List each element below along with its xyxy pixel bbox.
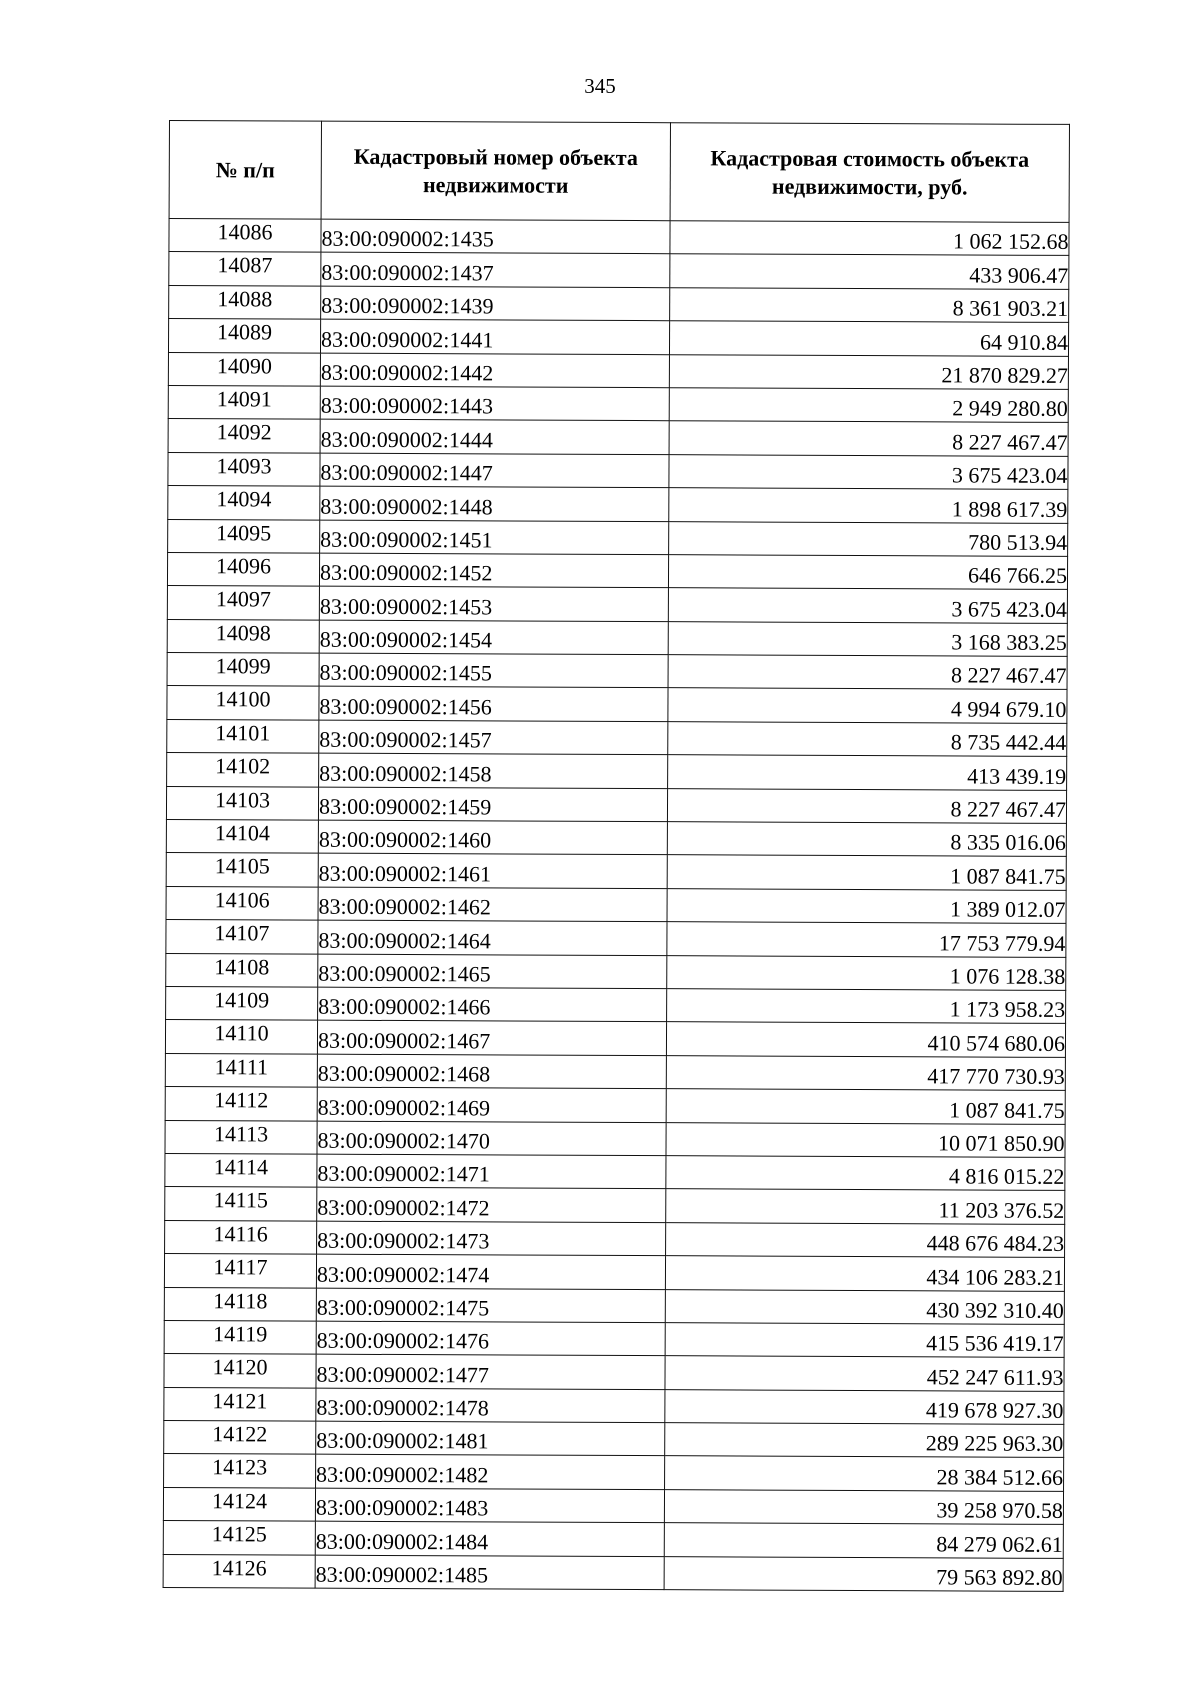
table-row bbox=[167, 586, 1067, 623]
table-row bbox=[167, 719, 1067, 756]
cadastral-number-cell: 83:00:090002:1484 bbox=[315, 1521, 664, 1556]
cadastral-number-cell: 83:00:090002:1476 bbox=[316, 1321, 665, 1356]
table-row bbox=[164, 1454, 1064, 1491]
cadastral-number-cell: 83:00:090002:1465 bbox=[318, 954, 667, 989]
cadastral-value-cell: 39 258 970.58 bbox=[664, 1490, 1063, 1525]
cadastral-value-cell: 646 766.25 bbox=[668, 555, 1067, 590]
cadastral-value-cell: 419 678 927.30 bbox=[665, 1389, 1064, 1424]
cadastral-number-cell: 83:00:090002:1455 bbox=[319, 653, 668, 688]
row-number-cell: 14091 bbox=[168, 385, 320, 419]
table-row bbox=[166, 986, 1066, 1023]
cadastral-number-cell: 83:00:090002:1478 bbox=[316, 1388, 665, 1423]
row-number-cell: 14108 bbox=[166, 953, 318, 987]
table-row bbox=[165, 1120, 1065, 1157]
cadastral-number-cell: 83:00:090002:1447 bbox=[320, 453, 669, 488]
table-row bbox=[167, 552, 1067, 589]
row-number-cell: 14111 bbox=[165, 1053, 317, 1087]
table-row bbox=[164, 1320, 1064, 1357]
table-row bbox=[169, 252, 1069, 289]
cadastral-number-cell: 83:00:090002:1481 bbox=[316, 1421, 665, 1456]
cadastral-value-table bbox=[163, 120, 1070, 1592]
cadastral-number-cell: 83:00:090002:1435 bbox=[321, 219, 670, 254]
cadastral-value-cell: 8 361 903.21 bbox=[670, 287, 1069, 322]
cadastral-number-cell: 83:00:090002:1477 bbox=[316, 1354, 665, 1389]
row-number-cell: 14089 bbox=[168, 319, 320, 353]
table-row bbox=[165, 1087, 1065, 1124]
table-row bbox=[169, 285, 1069, 322]
row-number-cell: 14124 bbox=[163, 1487, 315, 1521]
header-cadastral-number-line-1: Кадастровый номер объекта bbox=[353, 143, 638, 170]
row-number-cell: 14119 bbox=[164, 1320, 316, 1354]
cadastral-number-cell: 83:00:090002:1468 bbox=[317, 1054, 666, 1089]
cadastral-number-cell: 83:00:090002:1461 bbox=[318, 854, 667, 889]
cadastral-value-cell: 8 335 016.06 bbox=[667, 822, 1066, 857]
row-number-cell: 14117 bbox=[164, 1254, 316, 1288]
row-number-cell: 14094 bbox=[168, 486, 320, 520]
cadastral-value-cell: 434 106 283.21 bbox=[665, 1256, 1064, 1291]
cadastral-value-cell: 21 870 829.27 bbox=[669, 354, 1068, 389]
cadastral-number-cell: 83:00:090002:1469 bbox=[317, 1087, 666, 1122]
header-cadastral-number-line-2: недвижимости bbox=[422, 171, 569, 198]
cadastral-number-cell: 83:00:090002:1485 bbox=[315, 1555, 664, 1590]
row-number-cell: 14110 bbox=[165, 1020, 317, 1054]
cadastral-number-cell: 83:00:090002:1464 bbox=[318, 920, 667, 955]
table-row bbox=[167, 653, 1067, 690]
row-number-cell: 14123 bbox=[164, 1454, 316, 1488]
cadastral-number-cell: 83:00:090002:1472 bbox=[317, 1187, 666, 1222]
header-cadastral-value bbox=[670, 123, 1069, 223]
table-row bbox=[168, 385, 1068, 422]
cadastral-number-cell: 83:00:090002:1442 bbox=[320, 353, 669, 388]
cadastral-value-cell: 8 227 467.47 bbox=[668, 655, 1067, 690]
table-row bbox=[164, 1421, 1064, 1458]
cadastral-value-cell: 452 247 611.93 bbox=[665, 1356, 1064, 1391]
cadastral-value-cell: 64 910.84 bbox=[669, 321, 1068, 356]
table-row bbox=[166, 886, 1066, 923]
cadastral-value-cell: 415 536 419.17 bbox=[665, 1323, 1064, 1358]
table-row bbox=[165, 1187, 1065, 1224]
row-number-cell: 14125 bbox=[163, 1521, 315, 1555]
cadastral-value-cell: 433 906.47 bbox=[670, 254, 1069, 289]
cadastral-number-cell: 83:00:090002:1475 bbox=[316, 1288, 665, 1323]
header-cadastral-value-line-2: недвижимости, руб. bbox=[771, 173, 968, 199]
cadastral-value-cell: 289 225 963.30 bbox=[665, 1423, 1064, 1458]
cadastral-number-cell: 83:00:090002:1439 bbox=[321, 286, 670, 321]
cadastral-value-cell: 28 384 512.66 bbox=[665, 1456, 1064, 1491]
row-number-cell: 14090 bbox=[168, 352, 320, 386]
cadastral-number-cell: 83:00:090002:1458 bbox=[319, 753, 668, 788]
row-number-cell: 14115 bbox=[165, 1187, 317, 1221]
cadastral-number-cell: 83:00:090002:1460 bbox=[318, 820, 667, 855]
table-row bbox=[165, 1053, 1065, 1090]
cadastral-number-cell: 83:00:090002:1452 bbox=[319, 553, 668, 588]
header-row-number bbox=[169, 121, 321, 220]
row-number-cell: 14097 bbox=[167, 586, 319, 620]
cadastral-value-cell: 3 675 423.04 bbox=[669, 454, 1068, 489]
cadastral-number-cell: 83:00:090002:1466 bbox=[318, 987, 667, 1022]
cadastral-value-cell: 1 087 841.75 bbox=[666, 1089, 1065, 1124]
table-row bbox=[165, 1020, 1065, 1057]
cadastral-value-cell: 79 563 892.80 bbox=[664, 1556, 1063, 1591]
table-row bbox=[168, 452, 1068, 489]
table-body bbox=[163, 219, 1069, 1592]
row-number-cell: 14116 bbox=[165, 1220, 317, 1254]
header-cadastral-value-line-1: Кадастровая стоимость объекта bbox=[710, 144, 1030, 172]
row-number-cell: 14096 bbox=[167, 552, 319, 586]
row-number-cell: 14114 bbox=[165, 1153, 317, 1187]
cadastral-number-cell: 83:00:090002:1444 bbox=[320, 420, 669, 455]
row-number-cell: 14104 bbox=[166, 820, 318, 854]
table-row bbox=[166, 953, 1066, 990]
table-row bbox=[168, 486, 1068, 523]
table-row bbox=[168, 352, 1068, 389]
cadastral-value-cell: 1 173 958.23 bbox=[667, 989, 1066, 1024]
cadastral-value-cell: 10 071 850.90 bbox=[666, 1122, 1065, 1157]
cadastral-value-cell: 1 062 152.68 bbox=[670, 221, 1069, 256]
row-number-cell: 14093 bbox=[168, 452, 320, 486]
row-number-cell: 14098 bbox=[167, 619, 319, 653]
row-number-cell: 14105 bbox=[166, 853, 318, 887]
cadastral-value-cell: 4 994 679.10 bbox=[668, 688, 1067, 723]
cadastral-value-cell: 8 735 442.44 bbox=[668, 722, 1067, 757]
cadastral-number-cell: 83:00:090002:1482 bbox=[316, 1455, 665, 1490]
table-row bbox=[166, 786, 1066, 823]
table-row bbox=[166, 820, 1066, 857]
table-row bbox=[165, 1220, 1065, 1257]
row-number-cell: 14088 bbox=[169, 285, 321, 319]
table-header-row bbox=[169, 121, 1069, 223]
cadastral-value-cell: 410 574 680.06 bbox=[666, 1022, 1065, 1057]
row-number-cell: 14087 bbox=[169, 252, 321, 286]
row-number-cell: 14101 bbox=[167, 719, 319, 753]
row-number-cell: 14107 bbox=[166, 920, 318, 954]
cadastral-value-cell: 1 076 128.38 bbox=[667, 955, 1066, 990]
header-cadastral-number bbox=[321, 121, 670, 221]
row-number-cell: 14092 bbox=[168, 419, 320, 453]
table-row bbox=[163, 1487, 1063, 1524]
cadastral-value-cell: 413 439.19 bbox=[668, 755, 1067, 790]
table-row bbox=[168, 519, 1068, 556]
table-row bbox=[167, 686, 1067, 723]
cadastral-value-cell: 417 770 730.93 bbox=[666, 1055, 1065, 1090]
cadastral-value-cell: 17 753 779.94 bbox=[667, 922, 1066, 957]
cadastral-number-cell: 83:00:090002:1443 bbox=[320, 386, 669, 421]
cadastral-value-cell: 3 675 423.04 bbox=[668, 588, 1067, 623]
cadastral-value-cell: 84 279 062.61 bbox=[664, 1523, 1063, 1558]
row-number-cell: 14102 bbox=[167, 753, 319, 787]
cadastral-number-cell: 83:00:090002:1473 bbox=[317, 1221, 666, 1256]
row-number-cell: 14086 bbox=[169, 219, 321, 253]
table-row bbox=[166, 853, 1066, 890]
row-number-cell: 14126 bbox=[163, 1554, 315, 1588]
cadastral-number-cell: 83:00:090002:1459 bbox=[318, 787, 667, 822]
table-row bbox=[168, 319, 1068, 356]
cadastral-number-cell: 83:00:090002:1457 bbox=[319, 720, 668, 755]
row-number-cell: 14120 bbox=[164, 1354, 316, 1388]
row-number-cell: 14122 bbox=[164, 1421, 316, 1455]
row-number-cell: 14113 bbox=[165, 1120, 317, 1154]
cadastral-number-cell: 83:00:090002:1474 bbox=[316, 1254, 665, 1289]
table-row bbox=[168, 419, 1068, 456]
row-number-cell: 14118 bbox=[164, 1287, 316, 1321]
table-row bbox=[164, 1287, 1064, 1324]
table-row bbox=[163, 1554, 1063, 1591]
row-number-cell: 14106 bbox=[166, 886, 318, 920]
cadastral-value-cell: 8 227 467.47 bbox=[667, 788, 1066, 823]
row-number-cell: 14109 bbox=[166, 986, 318, 1020]
cadastral-value-cell: 4 816 015.22 bbox=[666, 1156, 1065, 1191]
cadastral-number-cell: 83:00:090002:1471 bbox=[317, 1154, 666, 1189]
cadastral-number-cell: 83:00:090002:1437 bbox=[321, 253, 670, 288]
row-number-cell: 14112 bbox=[165, 1087, 317, 1121]
table-row bbox=[164, 1254, 1064, 1291]
cadastral-number-cell: 83:00:090002:1448 bbox=[320, 486, 669, 521]
cadastral-number-cell: 83:00:090002:1467 bbox=[317, 1021, 666, 1056]
row-number-cell: 14095 bbox=[168, 519, 320, 553]
cadastral-value-cell: 1 898 617.39 bbox=[669, 488, 1068, 523]
table-row bbox=[167, 753, 1067, 790]
page-number: 345 bbox=[584, 74, 616, 98]
cadastral-value-cell: 2 949 280.80 bbox=[669, 388, 1068, 423]
cadastral-number-cell: 83:00:090002:1451 bbox=[320, 520, 669, 555]
cadastral-number-cell: 83:00:090002:1470 bbox=[317, 1121, 666, 1156]
table-row bbox=[167, 619, 1067, 656]
cadastral-value-cell: 780 513.94 bbox=[669, 521, 1068, 556]
header-row-number-line: № п/п bbox=[215, 156, 275, 182]
cadastral-number-cell: 83:00:090002:1453 bbox=[319, 586, 668, 621]
cadastral-value-cell: 11 203 376.52 bbox=[666, 1189, 1065, 1224]
row-number-cell: 14099 bbox=[167, 653, 319, 687]
cadastral-value-cell: 430 392 310.40 bbox=[665, 1289, 1064, 1324]
cadastral-number-cell: 83:00:090002:1483 bbox=[315, 1488, 664, 1523]
cadastral-value-cell: 448 676 484.23 bbox=[666, 1222, 1065, 1257]
table-row bbox=[169, 219, 1069, 256]
row-number-cell: 14100 bbox=[167, 686, 319, 720]
table-row bbox=[164, 1354, 1064, 1391]
cadastral-value-cell: 1 087 841.75 bbox=[667, 855, 1066, 890]
cadastral-value-cell: 8 227 467.47 bbox=[669, 421, 1068, 456]
table-row bbox=[166, 920, 1066, 957]
row-number-cell: 14103 bbox=[166, 786, 318, 820]
cadastral-number-cell: 83:00:090002:1441 bbox=[320, 319, 669, 354]
cadastral-value-cell: 3 168 383.25 bbox=[668, 621, 1067, 656]
cadastral-value-cell: 1 389 012.07 bbox=[667, 888, 1066, 923]
row-number-cell: 14121 bbox=[164, 1387, 316, 1421]
table-row bbox=[163, 1521, 1063, 1558]
cadastral-number-cell: 83:00:090002:1454 bbox=[319, 620, 668, 655]
cadastral-number-cell: 83:00:090002:1456 bbox=[319, 687, 668, 722]
table-row bbox=[164, 1387, 1064, 1424]
table-row bbox=[165, 1153, 1065, 1190]
cadastral-number-cell: 83:00:090002:1462 bbox=[318, 887, 667, 922]
